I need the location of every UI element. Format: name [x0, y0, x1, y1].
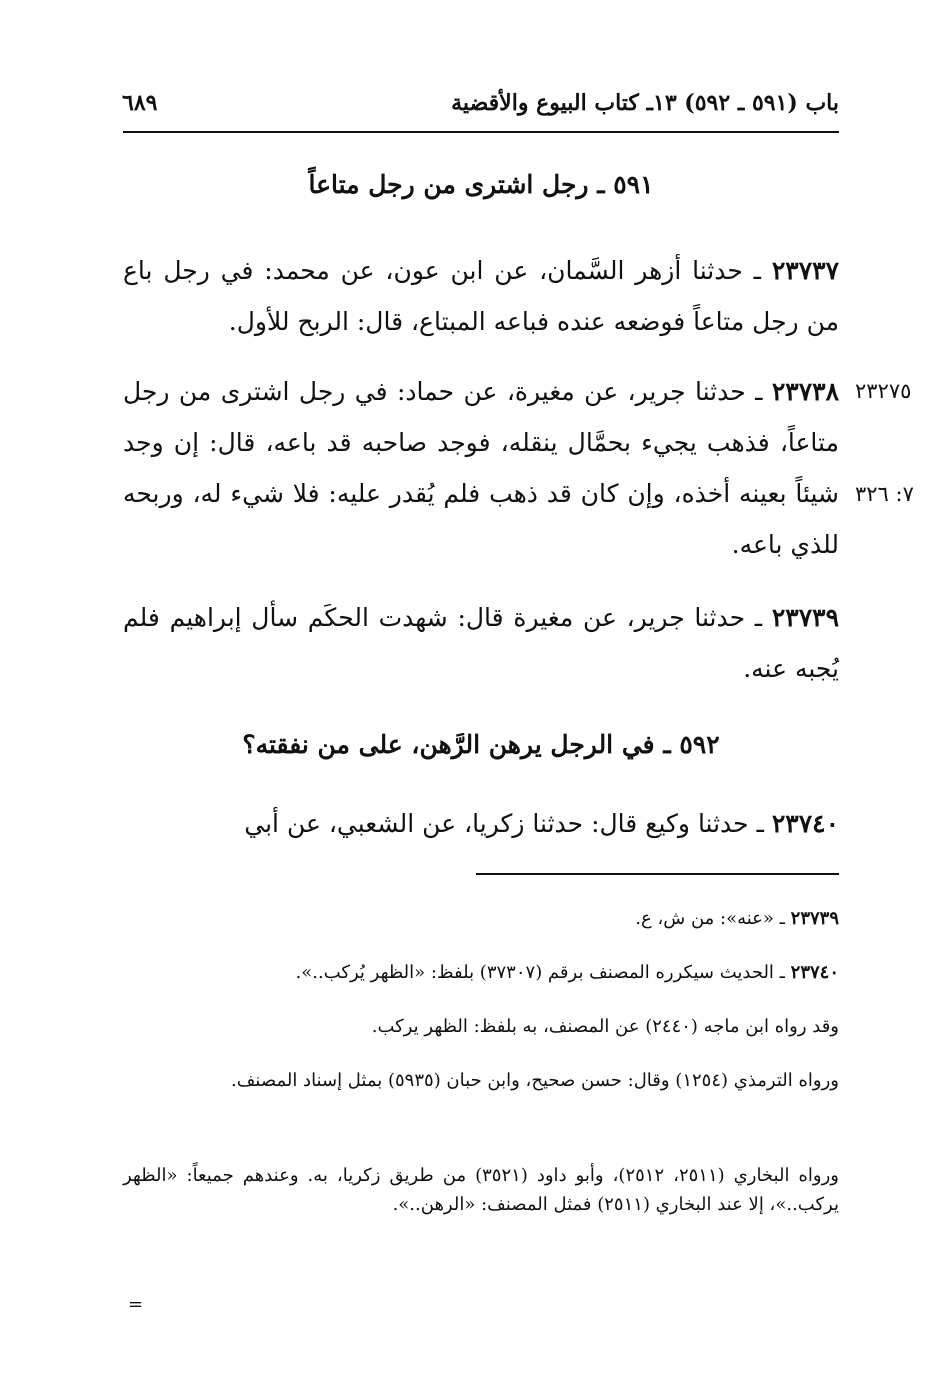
hadith-number: ٢٣٧٣٧ [771, 256, 839, 285]
footnote-number: ٢٣٧٣٩ [790, 908, 839, 929]
hadith-text: ـ حدثنا جرير، عن مغيرة، عن حماد: في رجل اشترى من رجل متاعاً، فذهب يجيء بحمَّال ينقله، فوجد صاحبه قد باعه، قال: إن وجد شيئاً بعينه أخذه، وإن كان قد ذهب فلم يُقدر عليه: فلا شيء له، وربحه للذي باعه. [123, 377, 839, 559]
hadith-23737 [123, 245, 839, 347]
hadith-text: ـ حدثنا أزهر السَّمان، عن ابن عون، عن محمد: في رجل باع من رجل متاعاً فوضعه عنده فباعه المبتاع، قال: الربح للأول. [123, 256, 839, 336]
footnote-text: ـ الحديث سيكرره المصنف برقم (٣٧٣٠٧) بلفظ: «الظهر يُركب..». [295, 962, 791, 983]
footnote-tirmidhi: ورواه الترمذي (١٢٥٤) وقال: حسن صحيح، وابن حبان (٥٩٣٥) بمثل إسناد المصنف. [231, 1070, 839, 1091]
section-title-592: ٥٩٢ ـ في الرجل يرهن الرَّهن، على من نفقته؟ [242, 730, 720, 759]
header-rule [123, 131, 839, 133]
footnote-number: ٢٣٧٤٠ [790, 962, 839, 983]
footnote-bukhari: ورواه البخاري (٢٥١١، ٢٥١٢)، وأبو داود (٣٥٢١) من طريق زكريا، به. وعندهم جميعاً: «الظهر يركب..»، إلا عند البخاري (٢٥١١) فمثل المصنف: «الرهن..». [123, 1165, 839, 1215]
margin-note-page: ٧: ٣٢٦ [855, 482, 914, 506]
hadith-23739 [123, 592, 839, 694]
hadith-23740 [123, 798, 839, 849]
continuation-mark: = [128, 1294, 144, 1315]
hadith-number: ٢٣٧٣٨ [771, 377, 839, 406]
hadith-text: ـ حدثنا وكيع قال: حدثنا زكريا، عن الشعبي، عن أبي [244, 809, 772, 838]
hadith-number: ٢٣٧٤٠ [771, 809, 839, 838]
footnote-23740 [123, 958, 839, 987]
hadith-text: ـ حدثنا جرير، عن مغيرة قال: شهدت الحكَم سأل إبراهيم فلم يُجبه عنه. [123, 603, 839, 683]
footnote-23739 [123, 904, 839, 933]
hadith-number: ٢٣٧٣٩ [771, 603, 839, 632]
hadith-23738 [123, 366, 839, 570]
page-number: ٦٨٩ [122, 90, 158, 116]
section-title-591: ٥٩١ ـ رجل اشترى من رجل متاعاً [308, 170, 654, 199]
footnote-text: ـ «عنه»: من ش، ع. [635, 908, 791, 929]
margin-note-volume: ٢٣٢٧٥ [855, 379, 912, 403]
footnote-rule [476, 873, 839, 875]
footnote-ibn-majah: وقد رواه ابن ماجه (٢٤٤٠) عن المصنف، به بلفظ: الظهر يركب. [371, 1016, 839, 1037]
running-title: باب (٥٩١ ـ ٥٩٢) ١٣ـ كتاب البيوع والأقضية [451, 90, 839, 116]
